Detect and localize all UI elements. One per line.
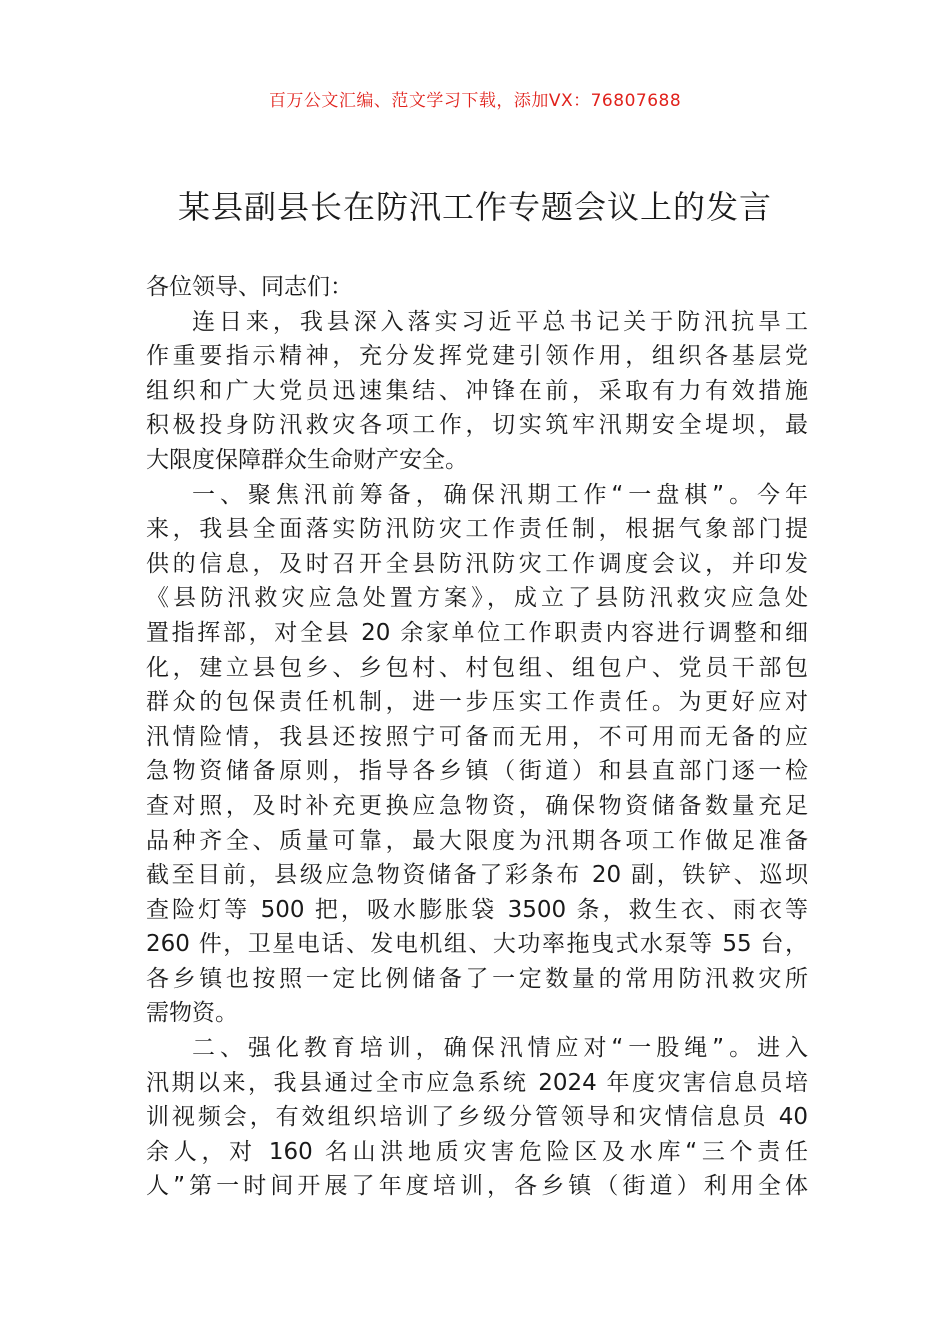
body-line: 《县防汛救灾应急处置方案》，成立了县防汛救灾应急处 (146, 585, 808, 612)
salutation-line: 各位领导、同志们： (146, 274, 353, 300)
body-line: 组织和广大党员迅速集结、冲锋在前，采取有力有效措施 (146, 377, 808, 404)
body-line: 截至目前，县级应急物资储备了彩条布 20 副，铁铲、巡坝 (146, 862, 808, 889)
document-body (146, 270, 808, 1204)
body-line: 各乡镇也按照一定比例储备了一定数量的常用防汛救灾所 (146, 965, 808, 992)
body-line: 积极投身防汛救灾各项工作，切实筑牢汛期安全堤坝，最 (146, 412, 808, 439)
body-line: 需物资。 (146, 1000, 238, 1027)
section-heading-line: 一、聚焦汛前筹备，确保汛期工作“一盘棋”。今年 (192, 481, 808, 508)
body-line: 训视频会，有效组织培训了乡级分管领导和灾情信息员 40 (146, 1104, 808, 1131)
body-line: 来，我县全面落实防汛防灾工作责任制，根据气象部门提 (146, 516, 808, 543)
body-line: 汛期以来，我县通过全市应急系统 2024 年度灾害信息员培 (146, 1069, 808, 1096)
body-line: 人”第一时间开展了年度培训，各乡镇（街道）利用全体 (146, 1173, 808, 1200)
body-line: 置指挥部，对全县 20 余家单位工作职责内容进行调整和细 (146, 619, 808, 646)
body-line: 品种齐全、质量可靠，最大限度为汛期各项工作做足准备 (146, 827, 808, 854)
body-line: 急物资储备原则，指导各乡镇（街道）和县直部门逐一检 (146, 758, 808, 785)
watermark-banner: 百万公文汇编、范文学习下载，添加VX：76807688 (268, 91, 682, 111)
body-line: 查险灯等 500 把，吸水膨胀袋 3500 条，救生衣、雨衣等 (146, 896, 808, 923)
section-heading-line: 二、强化教育培训，确保汛情应对“一股绳”。进入 (192, 1035, 808, 1062)
body-line: 大限度保障群众生命财产安全。 (146, 446, 468, 473)
body-line: 汛情险情，我县还按照宁可备而无用，不可用而无备的应 (146, 723, 808, 750)
body-line: 化，建立县包乡、乡包村、村包组、组包户、党员干部包 (146, 654, 808, 681)
document-title: 某县副县长在防汛工作专题会议上的发言 (177, 188, 772, 226)
body-line: 供的信息，及时召开全县防汛防灾工作调度会议，并印发 (146, 550, 808, 577)
body-line: 查对照，及时补充更换应急物资，确保物资储备数量充足 (146, 792, 808, 819)
body-line: 260 件，卫星电话、发电机组、大功率拖曳式水泵等 55 台， (146, 931, 808, 958)
body-line: 连日来，我县深入落实习近平总书记关于防汛抗旱工 (192, 308, 808, 335)
body-line: 余人，对 160 名山洪地质灾害危险区及水库“三个责任 (146, 1138, 808, 1165)
body-line: 作重要指示精神，充分发挥党建引领作用，组织各基层党 (146, 343, 808, 370)
body-line: 群众的包保责任机制，进一步压实工作责任。为更好应对 (146, 689, 808, 716)
